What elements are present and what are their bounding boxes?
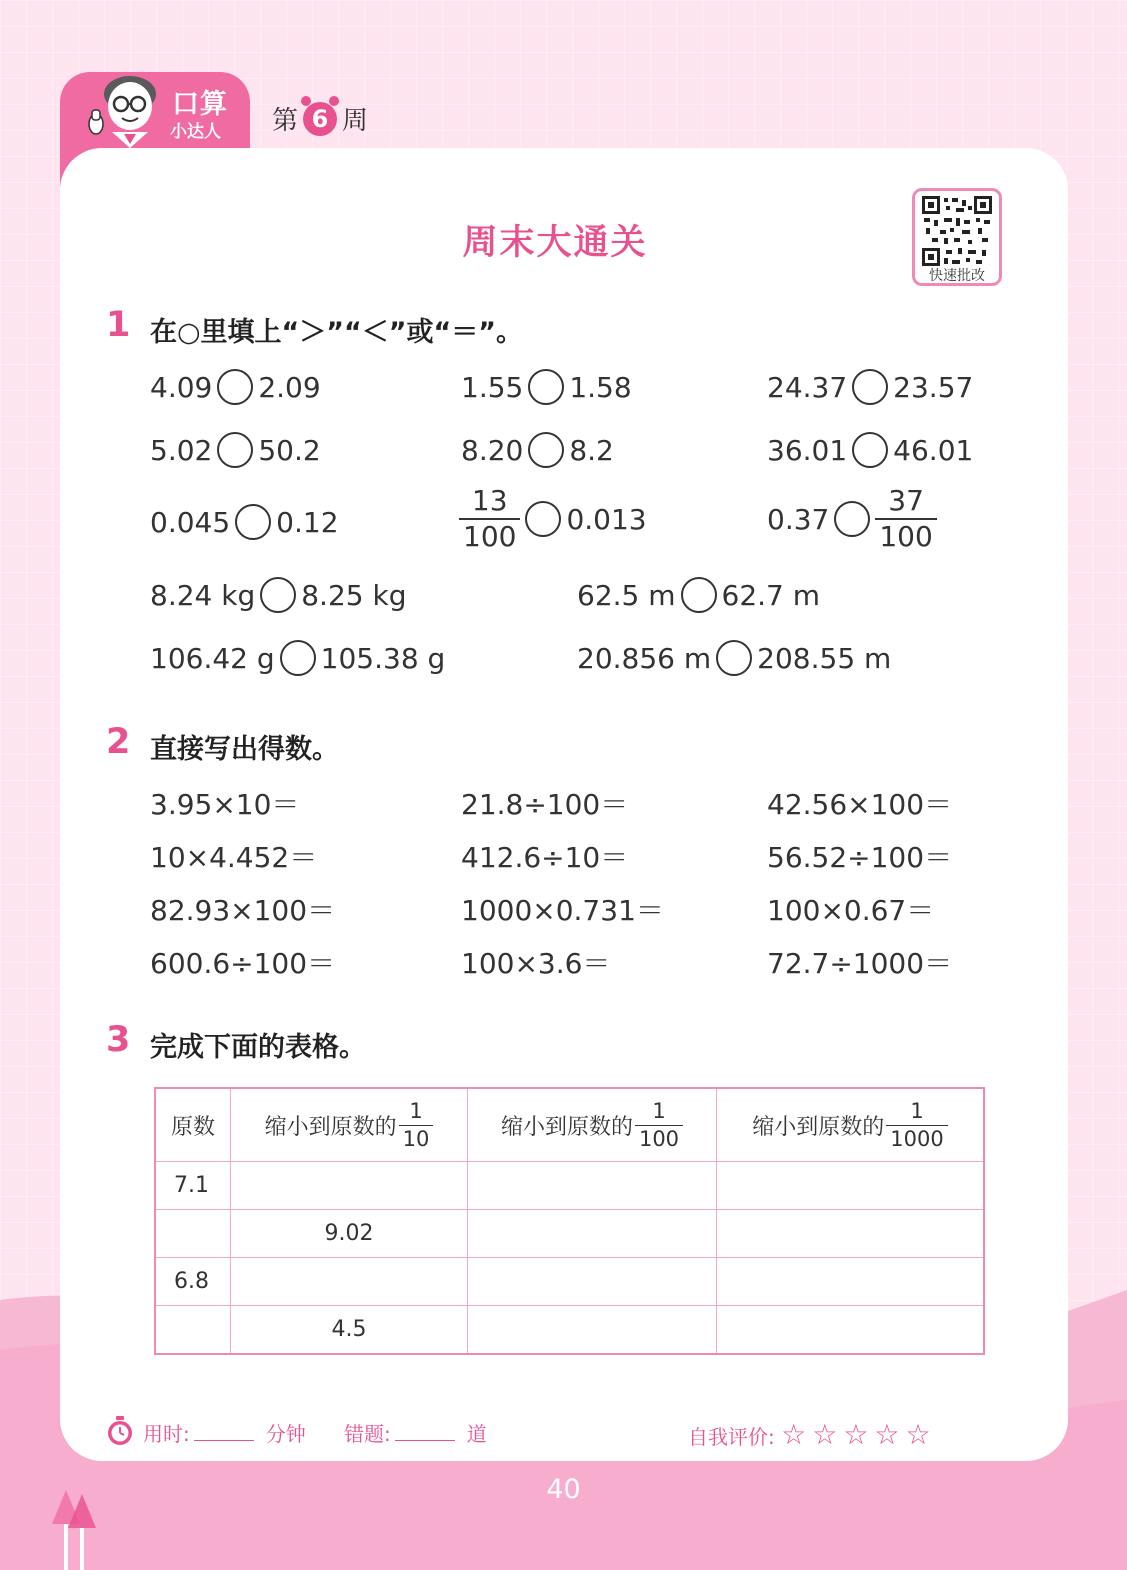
qr-code[interactable] [912,188,1002,286]
equation: 600.6÷100＝ [150,947,336,980]
answer-circle[interactable] [834,501,870,537]
table-cell[interactable] [717,1210,985,1258]
time-unit: 分钟 [265,1422,306,1446]
answer-circle[interactable] [528,369,564,405]
table-row [155,1258,984,1306]
section-1-instruction: 在○里填上“＞”“＜”或“＝”。 [150,317,524,348]
answer-circle[interactable] [852,369,888,405]
compare-left: 4.09 [150,370,213,404]
answer-circle[interactable] [681,577,717,613]
answer-circle[interactable] [217,432,253,468]
tab-title: 口算 [172,89,228,120]
compare-left: 0.045 [150,505,231,539]
compare-left: 1.55 [461,370,524,404]
equation: 42.56×100＝ [767,788,953,821]
errors-field [344,1418,487,1447]
fraction-numerator: 13 [471,484,508,517]
answer-circle[interactable] [852,432,888,468]
page-title: 周末大通关 [462,223,648,263]
table-cell[interactable] [717,1258,985,1306]
fraction-numerator: 1 [910,1098,924,1123]
qr-code-icon [922,196,992,266]
fraction [459,484,520,553]
compare-right: 105.38 g [320,641,446,675]
compare-right: 2.09 [258,370,321,404]
compare-right: 50.2 [258,433,321,467]
fraction-numerator: 37 [888,484,924,517]
equation: 10×4.452＝ [150,841,318,874]
table-cell: 6.8 [155,1258,231,1306]
equation: 82.93×100＝ [150,894,336,927]
table-cell[interactable] [468,1306,717,1355]
page-number: 40 [546,1474,581,1505]
tree-icon [52,1490,98,1570]
equation: 3.95×10＝ [150,788,300,821]
compare-left: 8.24 kg [150,578,256,612]
stopwatch-icon [106,1416,134,1446]
table-cell[interactable] [155,1306,231,1355]
equation: 56.52÷100＝ [767,841,953,874]
week-prefix: 第 [272,106,299,136]
answer-circle[interactable] [217,369,253,405]
compare-item [150,369,321,405]
fraction-numerator: 1 [409,1098,423,1123]
week-suffix: 周 [342,106,369,136]
fraction-denominator: 1000 [886,1125,947,1150]
answer-circle[interactable] [525,501,561,537]
equation: 21.8÷100＝ [461,788,629,821]
fraction-denominator: 100 [459,518,520,551]
table-header-hundredth [468,1088,717,1162]
section-3-instruction: 完成下面的表格。 [150,1032,366,1063]
header-prefix: 缩小到原数的 [752,1114,885,1140]
header-prefix: 缩小到原数的 [500,1114,633,1140]
equation: 1000×0.731＝ [461,894,664,927]
compare-right: 23.57 [893,370,974,404]
table-cell: 7.1 [155,1162,231,1210]
equation: 100×3.6＝ [461,947,611,980]
compare-item [150,432,321,468]
compare-item [459,484,647,553]
time-field [143,1418,306,1447]
compare-left: 36.01 [767,433,848,467]
compare-right: 8.2 [569,433,614,467]
table-cell[interactable] [231,1162,468,1210]
fraction [886,1098,947,1151]
rating-field [688,1418,937,1451]
rating-label: 自我评价: [688,1425,775,1449]
time-label: 用时: [143,1422,190,1446]
table-cell[interactable] [468,1210,717,1258]
compare-right: 46.01 [893,433,974,467]
mascot-icon [82,72,172,148]
compare-item [767,369,973,405]
table-row [155,1306,984,1355]
table-cell: 4.5 [231,1306,468,1355]
fraction [875,484,936,553]
section-3-number: 3 [106,1020,131,1060]
compare-item [461,369,632,405]
answer-circle[interactable] [528,432,564,468]
compare-right: 208.55 m [757,641,892,675]
compare-item [150,640,445,676]
answer-table [154,1087,985,1355]
fraction-denominator: 100 [875,518,936,551]
fraction-denominator: 10 [399,1125,434,1150]
answer-circle[interactable] [716,640,752,676]
fraction-numerator: 1 [652,1098,666,1123]
compare-item [150,577,406,613]
compare-left: 20.856 m [577,641,712,675]
section-2-number: 2 [106,722,131,762]
answer-circle[interactable] [260,577,296,613]
week-number-badge: 6 [303,102,337,136]
errors-blank[interactable] [395,1422,455,1441]
compare-item [461,432,614,468]
qr-label: 快速批改 [929,268,985,284]
answer-circle[interactable] [235,504,271,540]
compare-item [577,577,820,613]
time-blank[interactable] [194,1422,254,1441]
table-cell[interactable] [717,1306,985,1355]
compare-left: 24.37 [767,370,848,404]
compare-left: 8.20 [461,433,524,467]
compare-item [767,484,937,553]
answer-circle[interactable] [280,640,316,676]
errors-unit: 道 [466,1422,487,1446]
table-cell[interactable] [468,1258,717,1306]
equation: 72.7÷1000＝ [767,947,953,980]
table-row [155,1162,984,1210]
table-cell[interactable] [717,1162,985,1210]
compare-item [577,640,891,676]
compare-right: 1.58 [569,370,632,404]
table-header-row [155,1088,984,1162]
table-header-tenth [231,1088,468,1162]
fraction [399,1098,434,1151]
table-header-thousandth [717,1088,985,1162]
week-label [272,100,368,137]
section-1-number: 1 [106,305,131,345]
table-cell[interactable] [231,1258,468,1306]
compare-right: 8.25 kg [301,578,407,612]
equation: 100×0.67＝ [767,894,935,927]
compare-item [150,504,339,540]
compare-left: 5.02 [150,433,213,467]
table-header-original: 原数 [155,1088,231,1162]
compare-item [767,432,973,468]
compare-left: 106.42 g [150,641,275,675]
fraction-denominator: 100 [635,1125,683,1150]
compare-left: 62.5 m [577,578,676,612]
header-prefix: 缩小到原数的 [264,1114,397,1140]
section-2-instruction: 直接写出得数。 [150,734,339,765]
table-cell[interactable] [468,1162,717,1210]
compare-right: 62.7 m [721,578,821,612]
table-cell[interactable] [155,1210,231,1258]
table-row [155,1210,984,1258]
tab-subtitle: 小达人 [170,122,221,142]
compare-right: 0.12 [276,505,339,539]
compare-right: 0.013 [566,502,647,536]
fraction [635,1098,683,1151]
errors-label: 错题: [344,1422,391,1446]
compare-left: 0.37 [767,502,830,536]
table-cell: 9.02 [231,1210,468,1258]
equation: 412.6÷10＝ [461,841,629,874]
rating-stars[interactable]: ☆☆☆☆☆ [781,1418,937,1451]
